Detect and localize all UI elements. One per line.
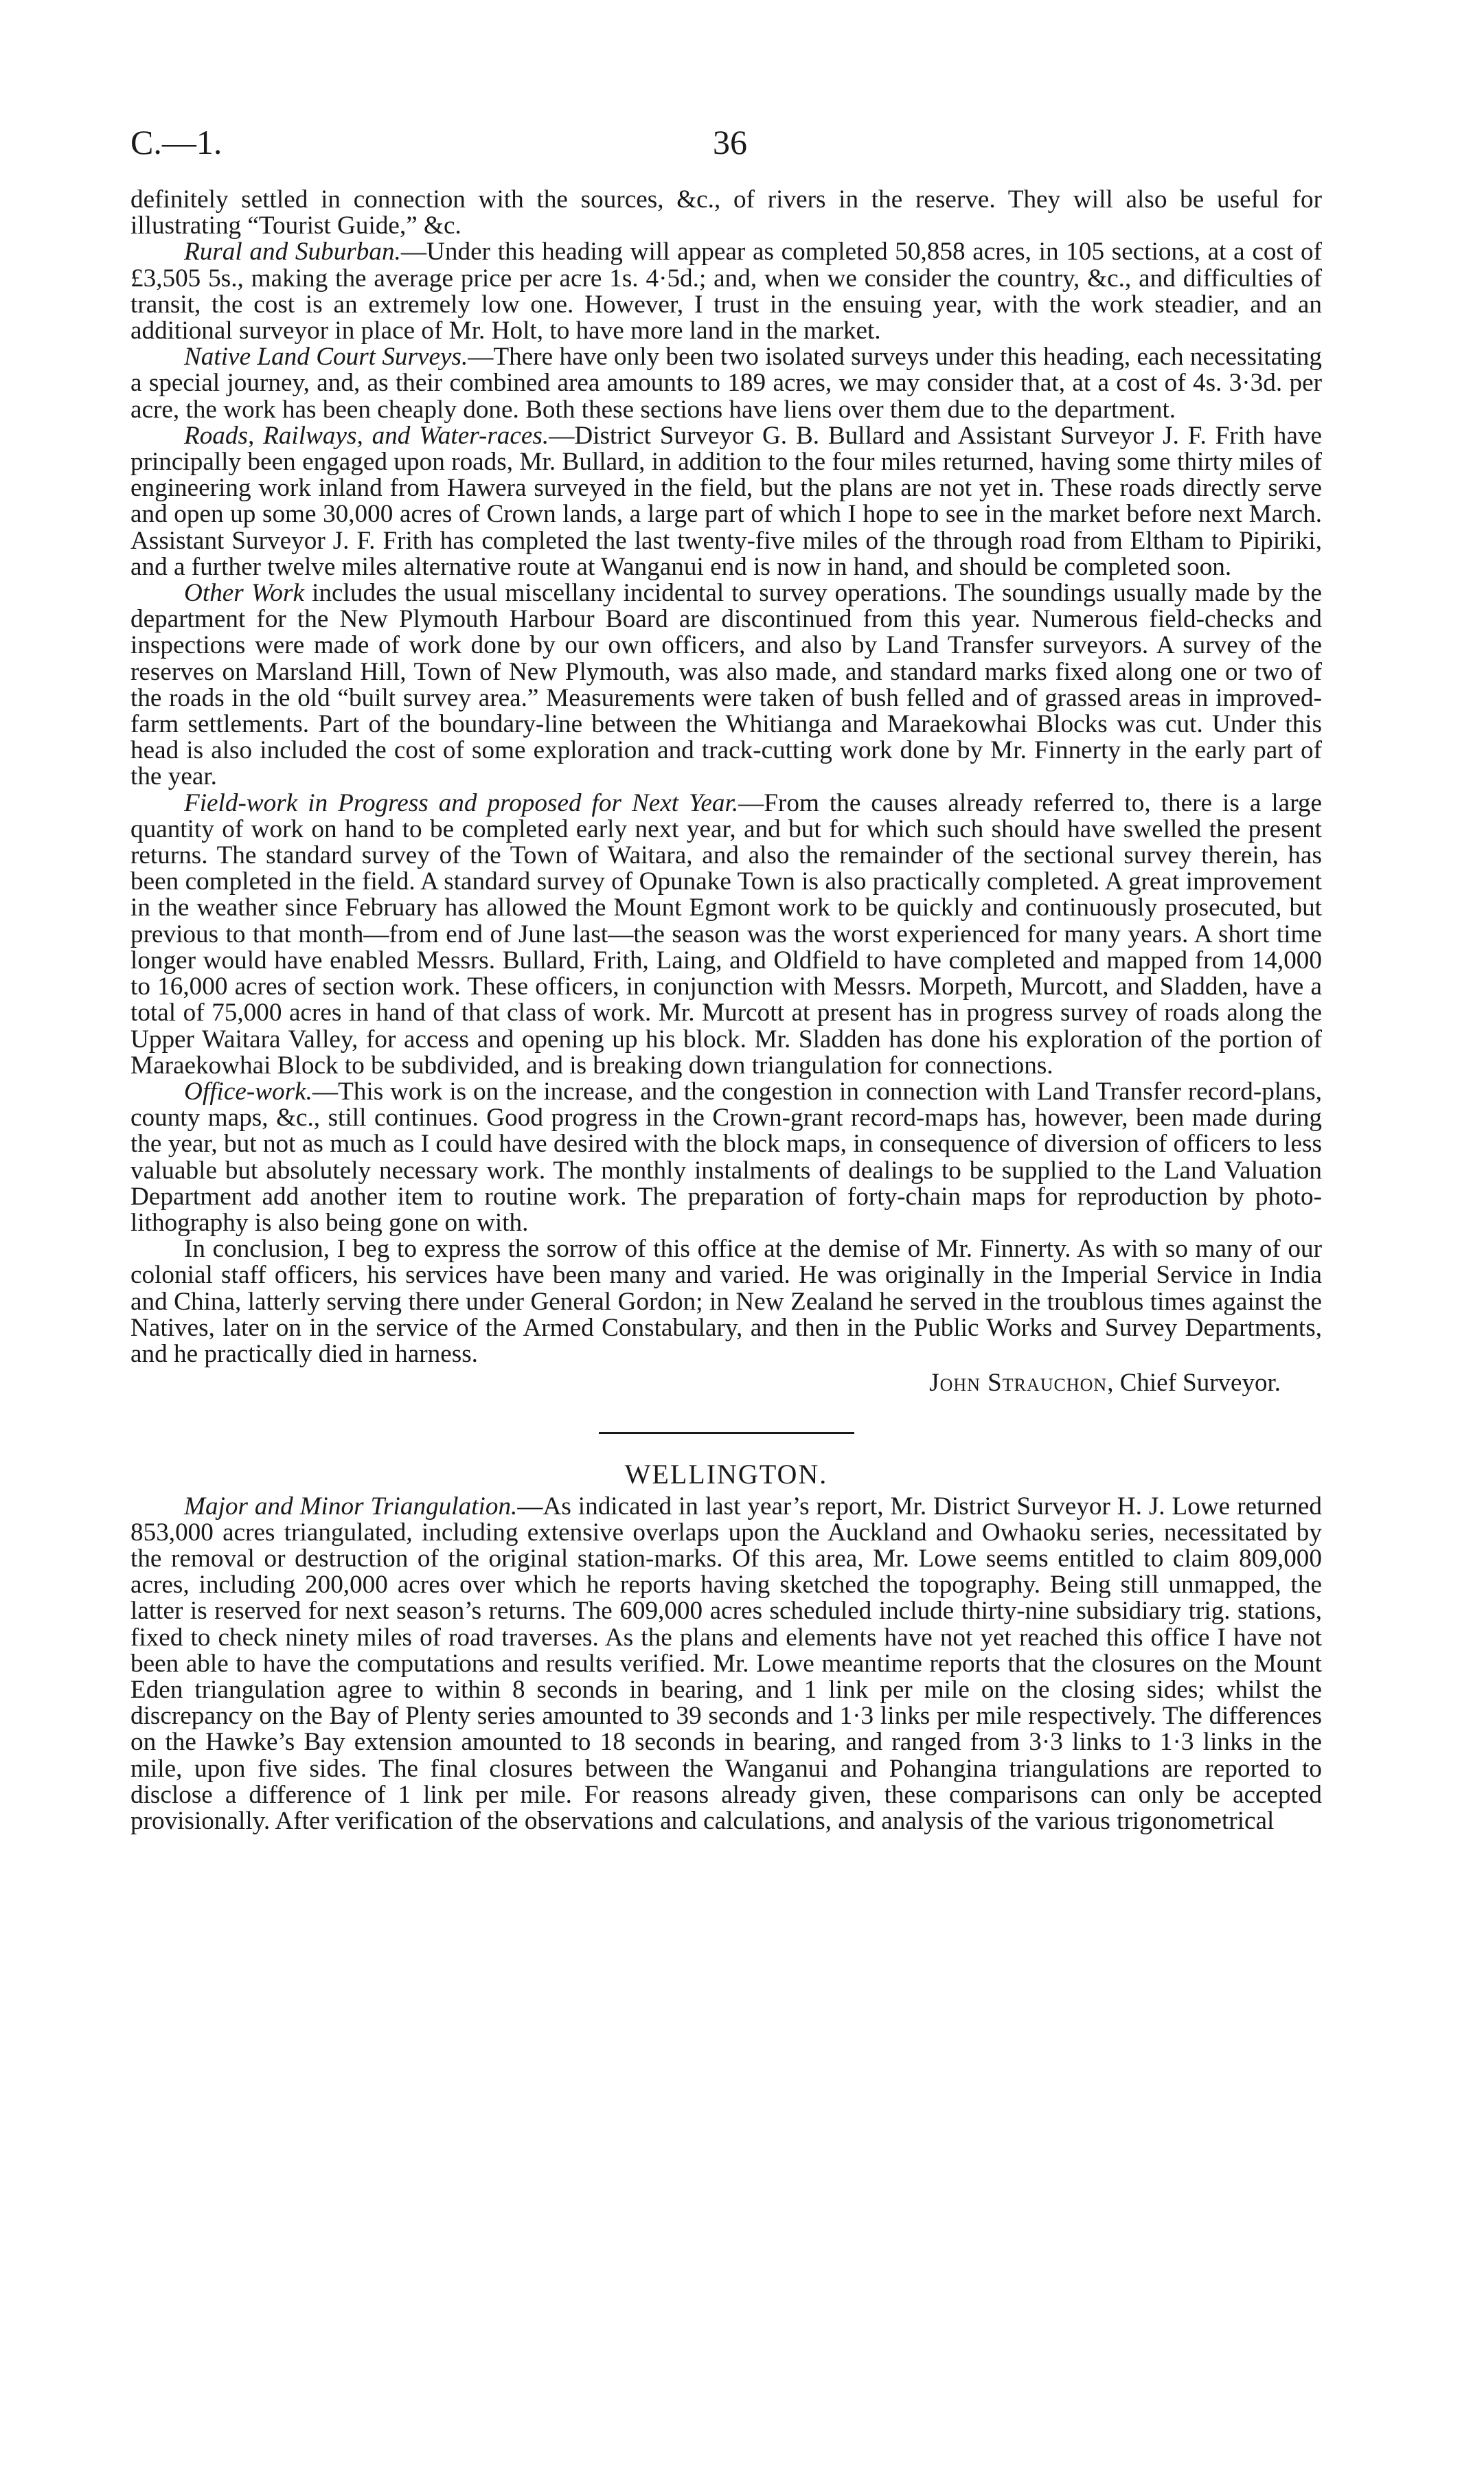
parliamentary-paper-reference: C.—1. — [130, 123, 222, 161]
paragraph-text: —From the causes already referred to, there is a large quantity of work on hand to be completed early next year, and but for which such should have swelled the present returns. The standard survey of the Town of Waitara, and also the remainder of the sectional survey therein, has been completed in the field. A standard survey of Opunake Town is also practically completed. A great improvement in the weather since February has allowed the Mount Egmont work to be quickly and continuously prosecuted, but previous to that month—from end of June last—the season was the worst experienced for many years. A short time longer would have enabled Messrs. Bullard, Frith, Laing, and Oldfield to have completed and mapped from 14,000 to 16,000 acres of section work. These officers, in conjunction with Messrs. Morpeth, Murcott, and Sladden, have a total of 75,000 acres in hand of that class of work. Mr. Murcott at present has in progress survey of roads along the Upper Waitara Valley, for access and opening up his block. Mr. Sladden has done his exploration of the portion of Maraekowhai Block to be subdivided, and is breaking down triangulation for connections. — [130, 788, 1323, 1080]
paragraph-rural-suburban — [130, 239, 1322, 344]
paragraph-heading: Major and Minor Triangulation. — [184, 1492, 518, 1521]
paragraph-heading: Other Work — [184, 579, 305, 608]
paragraph-text: —District Surveyor G. B. Bullard and Assistant Surveyor J. F. Frith have principally been engaged upon roads, Mr. Bullard, in addition to the four miles returned, having some thirty miles of engineering work inland from Hawera surveyed in the field, but the plans are not yet in. These roads directly serve and open up some 30,000 acres of Crown lands, a large part of which I hope to see in the market before next March. Assistant Surveyor J. F. Frith has completed the last twenty-five miles of the through road from Eltham to Pipiriki, and a further twelve miles alternative route at Wanganui end is now in hand, and should be completed soon. — [130, 421, 1322, 581]
paragraph-heading: Roads, Railways, and Water-races. — [184, 421, 549, 450]
paragraph-text: —Under this heading will appear as completed 50,858 acres, in 105 sections, at a cost of £3,505 5s., making the average price per acre 1s. 4·5d.; and, when we consider the country, &c., and difficulties of transit, the cost is an extremely low one. However, I trust in the ensuing year, with the work steadier, and an additional surveyor in place of Mr. Holt, to have more land in the market. — [130, 238, 1322, 345]
section-title-wellington: WELLINGTON. — [624, 1459, 828, 1490]
paragraph-native-land-court — [130, 344, 1322, 423]
signature — [130, 1370, 1322, 1396]
paragraph-continuation — [130, 187, 1322, 239]
paragraph-roads-railways — [130, 423, 1322, 580]
paragraph-other-work — [130, 580, 1322, 790]
paragraph-text: —As indicated in last year’s report, Mr. District Surveyor H. J. Lowe returned 853,000 acres triangulated, including extensive overlaps upon the Auckland and Owhaoku series, necessitated by the removal or destruction of the original station-marks. Of this area, Mr. Lowe seems entitled to claim 809,000 acres, including 200,000 acres over which he reports having sketched the topography. Being still unmapped, the latter is reserved for next season’s returns. The 609,000 acres scheduled include thirty-nine subsidiary trig. stations, fixed to check ninety miles of road traverses. As the plans and elements have not yet reached this office I have not been able to have the computations and results verified. Mr. Lowe meantime reports that the closures on the Mount Eden triangulation agree to within 8 seconds in bearing, and 1 link per mile on the closing sides; whilst the discrepancy on the Bay of Plenty series amounted to 39 seconds and 1·3 links per mile respectively. The differences on the Hawke’s Bay extension amounted to 18 seconds in bearing, and ranged from 3·3 links to 1·3 links in the mile, upon five sides. The final closures between the Wanganui and Pohangina triangulations are reported to disclose a difference of 1 link per mile. For reasons already given, these comparisons can only be accepted provisionally. After verification of the observations and calculations, and analysis of the various trigonometrical — [130, 1492, 1322, 1835]
paragraph-heading: Office-work. — [184, 1077, 312, 1106]
paragraph-conclusion — [130, 1236, 1322, 1367]
paragraph-office-work — [130, 1079, 1322, 1236]
paragraph-heading: Field-work in Progress and proposed for Next Year. — [184, 788, 739, 817]
signature-name: John Strauchon — [929, 1369, 1108, 1398]
report-body — [130, 187, 1322, 1834]
page-header — [130, 122, 1305, 170]
paragraph-heading: Native Land Court Surveys. — [184, 343, 468, 372]
paragraph-text: —There have only been two isolated surveys under this heading, each necessitating a special journey, and, as their combined area amounts to 189 acres, we may consider that, at a cost of 4s. 3·3d. per acre, the work has been cheaply done. Both these sections have liens over them due to the department. — [130, 343, 1322, 424]
paragraph-heading: Rural and Suburban. — [184, 238, 401, 266]
signature-title: , Chief Surveyor. — [1107, 1369, 1281, 1398]
paragraph-text: —This work is on the increase, and the congestion in connection with Land Transfer record-plans, county maps, &c., still continues. Good progress in the Crown-grant record-maps has, however, been made during the year, but not as much as I could have desired with the block maps, in consequence of diversion of officers to less valuable but absolutely necessary work. The monthly instalments of dealings to be supplied to the Land Valuation Department add another item to routine work. The preparation of forty-chain maps for reproduction by photo-lithography is also being gone on with. — [130, 1077, 1322, 1237]
paragraph-text: In conclusion, I beg to express the sorrow of this office at the demise of Mr. Finnerty. As with so many of our colonial staff officers, his services have been many and varied. He was originally in the Imperial Service in India and China, latterly serving there under General Gordon; in New Zealand he served in the troublous times against the Natives, later on in the service of the Armed Constabulary, and then in the Public Works and Survey Departments, and he practically died in harness. — [130, 1235, 1322, 1368]
paragraph-text: definitely settled in connection with the sources, &c., of rivers in the reserve. They will also be useful for illustrating “Tourist Guide,” &c. — [130, 185, 1322, 240]
paragraph-field-work — [130, 790, 1322, 1079]
paragraph-text: includes the usual miscellany incidental to survey operations. The soundings usually made by the department for the New Plymouth Harbour Board are discontinued from this year. Numerous field-checks and inspections were made of work done by our own officers, and also by Land Transfer surveyors. A survey of the reserves on Marsland Hill, Town of New Plymouth, was also made, and standard marks fixed along one or two of the roads in the old “built survey area.” Measurements were taken of bush felled and of grassed areas in improved-farm settlements. Part of the boundary-line between the Whitianga and Maraekowhai Blocks was cut. Under this head is also included the cost of some exploration and track-cutting work done by Mr. Finnerty in the early part of the year. — [130, 579, 1322, 791]
page-number: 36 — [713, 123, 747, 161]
paragraph-triangulation — [130, 1494, 1322, 1835]
section-divider — [599, 1432, 854, 1434]
